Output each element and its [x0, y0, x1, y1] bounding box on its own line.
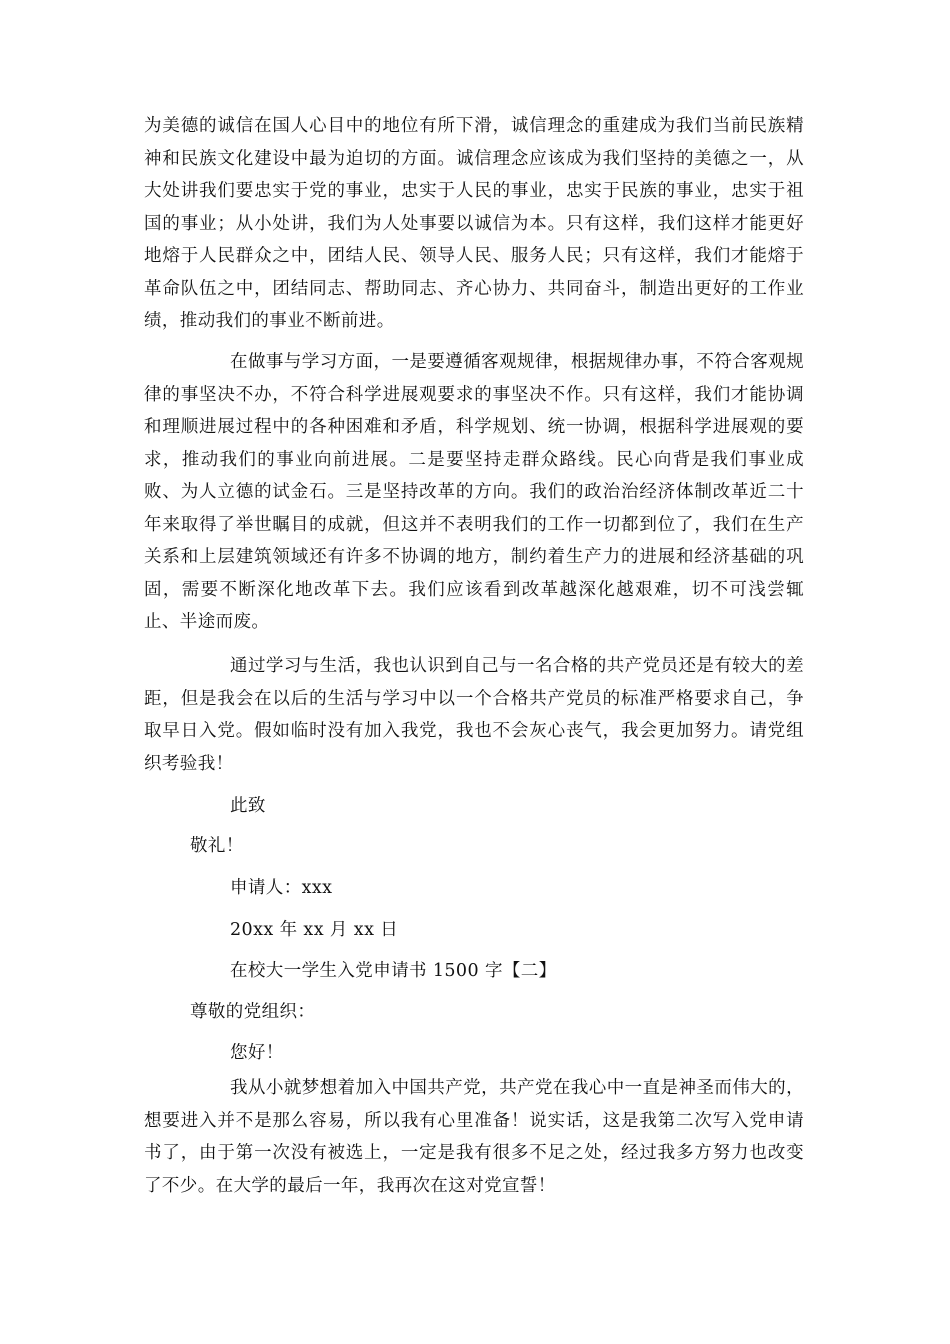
closing-jingli: 敬礼！ — [190, 836, 244, 856]
greeting: 您好！ — [230, 1043, 284, 1063]
date-line: 20xx 年 xx 月 xx 日 — [230, 920, 399, 940]
paragraph-integrity: 为美德的诚信在国人心目中的地位有所下滑，诚信理念的重建成为我们当前民族精神和民族文化建设中最为迫切的方面。诚信理念应该成为我们坚持的美德之一，从大处讲我们要忠实于党的事业，忠实于人民的事业，忠实于民族的事业，忠实于祖国的事业；从小处讲，我们为人处事要以诚信为本。只有这样，我们这样才能更好地熔于人民群众之中，团结人民、领导人民、服务人民；只有这样，我们才能熔于革命队伍之中，团结同志、帮助同志、齐心协力、共同奋斗，制造出更好的工作业绩，推动我们的事业不断前进。 — [144, 116, 804, 331]
salutation: 尊敬的党组织： — [190, 1002, 316, 1022]
paragraph-dream: 我从小就梦想着加入中国共产党，共产党在我心中一直是神圣而伟大的，想要进入并不是那么容易，所以我有心里准备！说实话，这是我第二次写入党申请书了，由于第一次没有被选上，一定是我有很多不足之处，经过我多方努力也改变了不少。在大学的最后一年，我再次在这对党宣誓！ — [144, 1078, 804, 1196]
applicant-line: 申请人：xxx — [230, 878, 333, 898]
section-title: 在校大一学生入党申请书 1500 字【二】 — [230, 961, 557, 981]
paragraph-work-study: 在做事与学习方面，一是要遵循客观规律，根据规律办事，不符合客观规律的事坚决不办，不符合科学进展观要求的事坚决不作。只有这样，我们才能协调和理顺进展过程中的各种困难和矛盾，科学规划、统一协调，根据科学进展观的要求，推动我们的事业向前进展。二是要坚持走群众路线。民心向背是我们事业成败、为人立德的试金石。三是坚持改革的方向。我们的政治治经济体制改革近二十年来取得了举世瞩目的成就，但这并不表明我们的工作一切都到位了，我们在生产关系和上层建筑领域还有许多不协调的地方，制约着生产力的进展和经济基础的巩固，需要不断深化地改革下去。我们应该看到改革越深化越艰难，切不可浅尝辄止、半途而废。 — [144, 352, 804, 632]
closing-cizhi: 此致 — [230, 796, 266, 816]
paragraph-life-study: 通过学习与生活，我也认识到自己与一名合格的共产党员还是有较大的差距，但是我会在以后的生活与学习中以一个合格共产党员的标准严格要求自己，争取早日入党。假如临时没有加入我党，我也不会灰心丧气，我会更加努力。请党组织考验我！ — [144, 656, 804, 774]
